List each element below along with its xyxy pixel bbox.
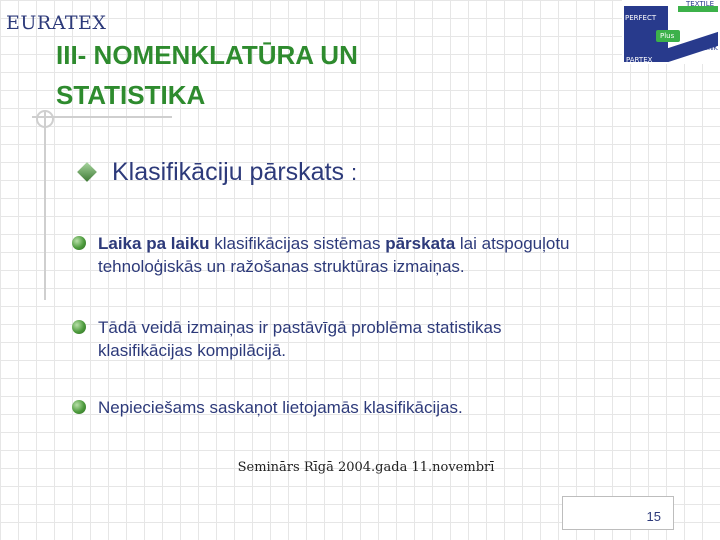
bullet-3-line1: Nepieciešams saskaņot lietojamās klasifikācijas. [98, 398, 463, 417]
bullet-1-bold2: pārskata [385, 234, 456, 253]
slide-footer [0, 460, 720, 475]
decorative-vertical-line [44, 110, 46, 300]
decorative-circle-icon [36, 110, 54, 128]
bullet-2-line1: Tādā veidā izmaiņas ir pastāvīgā problēma statistikas [98, 318, 502, 337]
bullet-icon [72, 320, 86, 334]
page-number: 15 [646, 509, 661, 524]
diamond-bullet-icon [77, 162, 97, 182]
bullet-icon [72, 400, 86, 414]
bullet-1-bold: Laika pa laiku [98, 234, 210, 253]
bullet-item-1 [98, 232, 698, 278]
bullet-item-3 [98, 396, 698, 419]
logo-text-textile: TEXTILE [686, 0, 715, 8]
slide-title-line2: STATISTIKA [56, 80, 206, 110]
bullet-1-line2: tehnoloģiskās un ražošanas struktūras izmaiņas. [98, 257, 465, 276]
euratex-logo: EURATEX [6, 12, 107, 34]
bullet-1-text1: klasifikācijas sistēmas [209, 234, 386, 253]
slide-title [56, 35, 576, 115]
bullet-icon [72, 236, 86, 250]
logo-text-perfect: PERFECT [625, 14, 657, 22]
bullet-2-line2: klasifikācijas kompilācijā. [98, 341, 287, 360]
bullet-item-2 [98, 316, 698, 362]
page-number-box [562, 496, 674, 530]
slide-subtitle [112, 158, 357, 187]
logo-text-link: LINK [702, 44, 718, 52]
logo-text-partex: PARTEX [626, 56, 653, 64]
bullet-1-text2: lai atspoguļotu [455, 234, 570, 253]
logo-text-plus: Plus [660, 32, 675, 40]
slide-title-line1: III- NOMENKLATŪRA UN [56, 40, 358, 70]
footer-text: Seminārs Rīgā 2004.gada 11.novembrī [237, 460, 495, 475]
perfect-link-logo [622, 0, 720, 64]
subtitle-text: Klasifikāciju pārskats [112, 158, 345, 186]
subtitle-colon: : [350, 160, 358, 185]
